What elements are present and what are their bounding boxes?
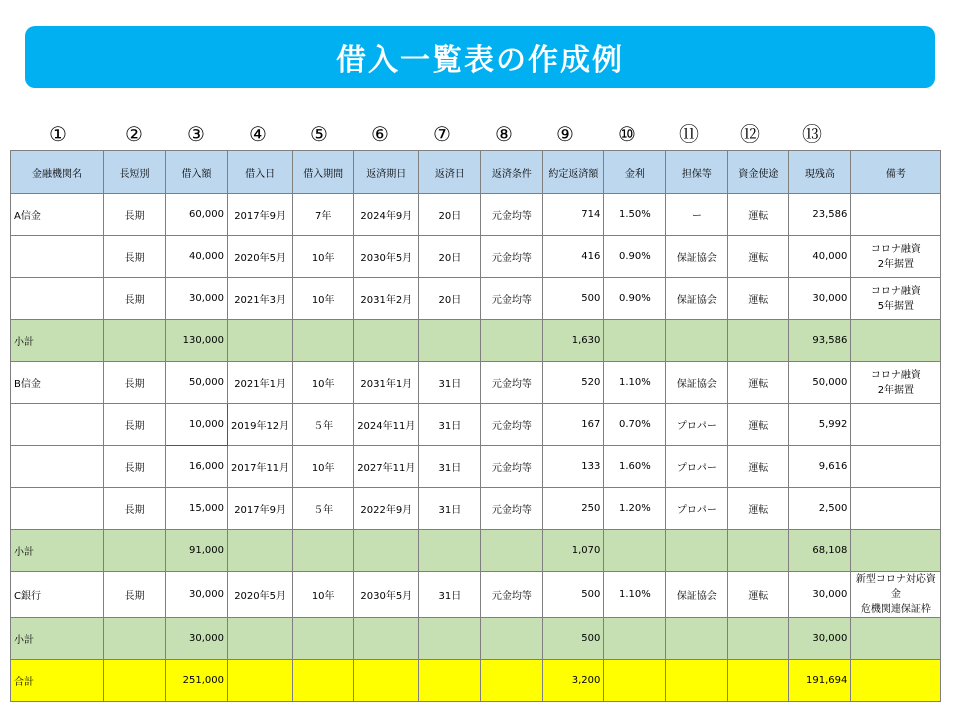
cell-remarks[interactable]: [851, 236, 941, 278]
header-collateral[interactable]: 担保等: [666, 151, 728, 194]
cell-loan-amount[interactable]: 130,000: [166, 320, 228, 362]
header-loan-amount[interactable]: 借入額: [166, 151, 228, 194]
cell-fund-usage[interactable]: 運転: [728, 404, 789, 446]
header-payment-day[interactable]: 返済日: [419, 151, 481, 194]
cell-repayment-terms[interactable]: 元金均等: [481, 488, 543, 530]
cell-collateral[interactable]: ー: [666, 194, 728, 236]
cell-scheduled-payment[interactable]: 250: [543, 488, 604, 530]
cell-scheduled-payment[interactable]: 1,070: [543, 530, 604, 572]
cell-loan-period[interactable]: 10年: [293, 236, 354, 278]
cell-scheduled-payment[interactable]: 520: [543, 362, 604, 404]
remark-line: コロナ融資: [870, 369, 921, 381]
cell-collateral[interactable]: [666, 530, 728, 572]
cell-loan-amount[interactable]: 40,000: [166, 236, 228, 278]
subtotal-row: [11, 320, 941, 362]
cell-fund-usage[interactable]: [728, 530, 789, 572]
cell-remarks[interactable]: [851, 618, 941, 660]
cell-collateral[interactable]: 保証協会: [666, 236, 728, 278]
cell-loan-date[interactable]: 2017年9月: [228, 194, 293, 236]
cell-term-type[interactable]: 長期: [104, 404, 166, 446]
cell-repayment-terms[interactable]: 元金均等: [481, 362, 543, 404]
table-row: [11, 236, 941, 278]
cell-payment-day[interactable]: [419, 618, 481, 660]
cell-loan-date[interactable]: 2020年5月: [228, 572, 293, 618]
cell-bank-name[interactable]: [11, 488, 104, 530]
cell-loan-amount[interactable]: 15,000: [166, 488, 228, 530]
cell-fund-usage[interactable]: [728, 660, 789, 702]
cell-interest-rate[interactable]: 1.50%: [604, 194, 666, 236]
cell-bank-name[interactable]: [11, 446, 104, 488]
cell-interest-rate[interactable]: 0.70%: [604, 404, 666, 446]
cell-term-type[interactable]: 長期: [104, 194, 166, 236]
cell-repayment-terms[interactable]: [481, 320, 543, 362]
cell-payment-day[interactable]: 31日: [419, 404, 481, 446]
cell-current-balance[interactable]: 23,586: [789, 194, 851, 236]
cell-fund-usage[interactable]: 運転: [728, 236, 789, 278]
cell-remarks[interactable]: [851, 572, 941, 618]
cell-loan-period[interactable]: 10年: [293, 446, 354, 488]
cell-current-balance[interactable]: 30,000: [789, 618, 851, 660]
cell-term-type[interactable]: 長期: [104, 278, 166, 320]
cell-collateral[interactable]: 保証協会: [666, 362, 728, 404]
remark-line: 2年据置: [877, 258, 915, 270]
table-row: [11, 362, 941, 404]
cell-repayment-terms[interactable]: [481, 530, 543, 572]
header-scheduled-payment[interactable]: 約定返済額: [543, 151, 604, 194]
cell-scheduled-payment[interactable]: 133: [543, 446, 604, 488]
remark-line: 2年据置: [877, 384, 915, 396]
header-interest-rate[interactable]: 金利: [604, 151, 666, 194]
cell-current-balance[interactable]: 40,000: [789, 236, 851, 278]
cell-payment-day[interactable]: 20日: [419, 278, 481, 320]
cell-bank-name[interactable]: B信金: [11, 362, 104, 404]
cell-loan-amount[interactable]: 50,000: [166, 362, 228, 404]
header-loan-period[interactable]: 借入期間: [293, 151, 354, 194]
cell-loan-date[interactable]: 2019年12月: [228, 404, 293, 446]
table-row: [11, 194, 941, 236]
column-number-1: ①: [49, 122, 67, 146]
cell-term-type[interactable]: [104, 660, 166, 702]
cell-fund-usage[interactable]: [728, 320, 789, 362]
cell-loan-period[interactable]: [293, 660, 354, 702]
cell-fund-usage[interactable]: 運転: [728, 194, 789, 236]
cell-interest-rate[interactable]: 1.20%: [604, 488, 666, 530]
cell-loan-period[interactable]: 10年: [293, 278, 354, 320]
cell-remarks[interactable]: [851, 488, 941, 530]
cell-due-date[interactable]: [354, 530, 419, 572]
loan-list-table: [10, 150, 941, 702]
cell-remarks[interactable]: [851, 404, 941, 446]
remark-line: コロナ融資: [870, 243, 921, 255]
cell-loan-date[interactable]: [228, 618, 293, 660]
cell-repayment-terms[interactable]: [481, 618, 543, 660]
header-term-type[interactable]: 長短別: [104, 151, 166, 194]
cell-bank-name[interactable]: 小計: [11, 320, 104, 362]
header-bank-name[interactable]: 金融機関名: [11, 151, 104, 194]
page-title: 借入一覧表の作成例: [336, 43, 624, 78]
column-number-12: ⑫: [740, 122, 760, 146]
column-number-8: ⑧: [495, 122, 513, 146]
table-row: [11, 404, 941, 446]
table-row: [11, 278, 941, 320]
cell-fund-usage[interactable]: [728, 618, 789, 660]
subtotal-row: [11, 618, 941, 660]
cell-loan-amount[interactable]: 30,000: [166, 572, 228, 618]
cell-loan-date[interactable]: 2021年3月: [228, 278, 293, 320]
cell-repayment-terms[interactable]: 元金均等: [481, 236, 543, 278]
cell-fund-usage[interactable]: 運転: [728, 488, 789, 530]
cell-loan-period[interactable]: ５年: [293, 488, 354, 530]
cell-remarks[interactable]: [851, 320, 941, 362]
cell-interest-rate[interactable]: 1.10%: [604, 572, 666, 618]
cell-fund-usage[interactable]: 運転: [728, 572, 789, 618]
cell-loan-date[interactable]: [228, 320, 293, 362]
cell-term-type[interactable]: 長期: [104, 572, 166, 618]
cell-interest-rate[interactable]: [604, 660, 666, 702]
cell-remarks[interactable]: [851, 194, 941, 236]
header-loan-date[interactable]: 借入日: [228, 151, 293, 194]
cell-due-date[interactable]: [354, 320, 419, 362]
cell-repayment-terms[interactable]: 元金均等: [481, 278, 543, 320]
cell-due-date[interactable]: 2030年5月: [354, 236, 419, 278]
total-row: [11, 660, 941, 702]
remark-line: コロナ融資: [870, 285, 921, 297]
cell-scheduled-payment[interactable]: 500: [543, 278, 604, 320]
cell-term-type[interactable]: 長期: [104, 362, 166, 404]
cell-collateral[interactable]: 保証協会: [666, 278, 728, 320]
column-number-2: ②: [125, 122, 143, 146]
cell-repayment-terms[interactable]: 元金均等: [481, 404, 543, 446]
cell-current-balance[interactable]: 191,694: [789, 660, 851, 702]
header-current-balance[interactable]: 現残高: [789, 151, 851, 194]
cell-bank-name[interactable]: [11, 236, 104, 278]
column-number-6: ⑥: [371, 122, 389, 146]
cell-due-date[interactable]: 2031年1月: [354, 362, 419, 404]
cell-scheduled-payment[interactable]: 416: [543, 236, 604, 278]
table-row: [11, 446, 941, 488]
cell-collateral[interactable]: プロパー: [666, 446, 728, 488]
column-number-3: ③: [187, 122, 205, 146]
cell-interest-rate[interactable]: 0.90%: [604, 236, 666, 278]
cell-scheduled-payment[interactable]: 714: [543, 194, 604, 236]
cell-interest-rate[interactable]: 1.10%: [604, 362, 666, 404]
cell-payment-day[interactable]: 20日: [419, 194, 481, 236]
cell-payment-day[interactable]: 31日: [419, 488, 481, 530]
cell-loan-amount[interactable]: 16,000: [166, 446, 228, 488]
cell-interest-rate[interactable]: 1.60%: [604, 446, 666, 488]
cell-fund-usage[interactable]: 運転: [728, 278, 789, 320]
cell-bank-name[interactable]: A信金: [11, 194, 104, 236]
cell-scheduled-payment[interactable]: 500: [543, 572, 604, 618]
cell-repayment-terms[interactable]: 元金均等: [481, 194, 543, 236]
header-remarks[interactable]: 備考: [851, 151, 941, 194]
column-number-13: ⑬: [802, 122, 822, 146]
cell-bank-name[interactable]: [11, 404, 104, 446]
remark-line: 5年据置: [877, 300, 915, 312]
cell-loan-amount[interactable]: 60,000: [166, 194, 228, 236]
cell-loan-amount[interactable]: 91,000: [166, 530, 228, 572]
cell-loan-amount[interactable]: 30,000: [166, 618, 228, 660]
cell-loan-period[interactable]: [293, 320, 354, 362]
cell-loan-date[interactable]: [228, 660, 293, 702]
title-banner: [25, 26, 935, 88]
table-header-row: [11, 151, 941, 194]
cell-loan-period[interactable]: 10年: [293, 572, 354, 618]
cell-loan-period[interactable]: [293, 618, 354, 660]
cell-remarks[interactable]: [851, 446, 941, 488]
header-fund-usage[interactable]: 資金使途: [728, 151, 789, 194]
cell-term-type[interactable]: [104, 530, 166, 572]
cell-loan-period[interactable]: ５年: [293, 404, 354, 446]
cell-remarks[interactable]: [851, 660, 941, 702]
cell-loan-amount[interactable]: 251,000: [166, 660, 228, 702]
cell-payment-day[interactable]: 31日: [419, 572, 481, 618]
cell-current-balance[interactable]: 68,108: [789, 530, 851, 572]
cell-current-balance[interactable]: 30,000: [789, 572, 851, 618]
cell-current-balance[interactable]: 50,000: [789, 362, 851, 404]
column-number-4: ④: [249, 122, 267, 146]
cell-loan-date[interactable]: 2017年11月: [228, 446, 293, 488]
cell-current-balance[interactable]: 9,616: [789, 446, 851, 488]
table-row: [11, 572, 941, 618]
cell-due-date[interactable]: 2027年11月: [354, 446, 419, 488]
column-number-row: [0, 120, 960, 148]
cell-current-balance[interactable]: 93,586: [789, 320, 851, 362]
cell-repayment-terms[interactable]: 元金均等: [481, 572, 543, 618]
cell-current-balance[interactable]: 5,992: [789, 404, 851, 446]
cell-collateral[interactable]: 保証協会: [666, 572, 728, 618]
subtotal-row: [11, 530, 941, 572]
column-number-11: ⑪: [679, 122, 699, 146]
cell-term-type[interactable]: 長期: [104, 446, 166, 488]
cell-due-date[interactable]: [354, 660, 419, 702]
cell-collateral[interactable]: プロパー: [666, 488, 728, 530]
cell-remarks[interactable]: [851, 530, 941, 572]
header-repayment-terms[interactable]: 返済条件: [481, 151, 543, 194]
cell-loan-period[interactable]: 7年: [293, 194, 354, 236]
cell-term-type[interactable]: 長期: [104, 236, 166, 278]
column-number-7: ⑦: [433, 122, 451, 146]
cell-remarks[interactable]: [851, 362, 941, 404]
cell-loan-date[interactable]: 2021年1月: [228, 362, 293, 404]
cell-loan-amount[interactable]: 10,000: [166, 404, 228, 446]
cell-repayment-terms[interactable]: 元金均等: [481, 446, 543, 488]
cell-payment-day[interactable]: [419, 660, 481, 702]
column-number-9: ⑨: [556, 122, 574, 146]
cell-interest-rate[interactable]: 0.90%: [604, 278, 666, 320]
cell-loan-period[interactable]: [293, 530, 354, 572]
cell-due-date[interactable]: [354, 618, 419, 660]
cell-due-date[interactable]: 2030年5月: [354, 572, 419, 618]
cell-due-date[interactable]: 2024年9月: [354, 194, 419, 236]
cell-bank-name[interactable]: 小計: [11, 618, 104, 660]
cell-fund-usage[interactable]: 運転: [728, 446, 789, 488]
cell-collateral[interactable]: [666, 618, 728, 660]
table-row: [11, 488, 941, 530]
cell-term-type[interactable]: [104, 618, 166, 660]
cell-scheduled-payment[interactable]: 500: [543, 618, 604, 660]
cell-repayment-terms[interactable]: [481, 660, 543, 702]
cell-bank-name[interactable]: C銀行: [11, 572, 104, 618]
cell-term-type[interactable]: 長期: [104, 488, 166, 530]
cell-interest-rate[interactable]: [604, 618, 666, 660]
cell-remarks[interactable]: [851, 278, 941, 320]
cell-payment-day[interactable]: [419, 530, 481, 572]
cell-interest-rate[interactable]: [604, 530, 666, 572]
cell-fund-usage[interactable]: 運転: [728, 362, 789, 404]
cell-due-date[interactable]: 2031年2月: [354, 278, 419, 320]
cell-current-balance[interactable]: 30,000: [789, 278, 851, 320]
cell-current-balance[interactable]: 2,500: [789, 488, 851, 530]
cell-collateral[interactable]: [666, 660, 728, 702]
cell-scheduled-payment[interactable]: 167: [543, 404, 604, 446]
cell-bank-name[interactable]: 合計: [11, 660, 104, 702]
header-due-date[interactable]: 返済期日: [354, 151, 419, 194]
cell-loan-period[interactable]: 10年: [293, 362, 354, 404]
cell-bank-name[interactable]: [11, 278, 104, 320]
cell-bank-name[interactable]: 小計: [11, 530, 104, 572]
cell-collateral[interactable]: プロパー: [666, 404, 728, 446]
remark-line: 新型コロナ対応資金: [855, 574, 936, 600]
column-number-5: ⑤: [310, 122, 328, 146]
cell-loan-date[interactable]: 2017年9月: [228, 488, 293, 530]
cell-scheduled-payment[interactable]: 3,200: [543, 660, 604, 702]
cell-payment-day[interactable]: [419, 320, 481, 362]
cell-due-date[interactable]: 2024年11月: [354, 404, 419, 446]
cell-term-type[interactable]: [104, 320, 166, 362]
cell-payment-day[interactable]: 31日: [419, 362, 481, 404]
cell-collateral[interactable]: [666, 320, 728, 362]
column-number-10: ⑩: [618, 122, 636, 146]
cell-payment-day[interactable]: 31日: [419, 446, 481, 488]
remark-line: 危機関連保証枠: [860, 604, 931, 615]
cell-loan-date[interactable]: 2020年5月: [228, 236, 293, 278]
cell-loan-amount[interactable]: 30,000: [166, 278, 228, 320]
cell-due-date[interactable]: 2022年9月: [354, 488, 419, 530]
cell-scheduled-payment[interactable]: 1,630: [543, 320, 604, 362]
cell-payment-day[interactable]: 20日: [419, 236, 481, 278]
cell-loan-date[interactable]: [228, 530, 293, 572]
cell-interest-rate[interactable]: [604, 320, 666, 362]
